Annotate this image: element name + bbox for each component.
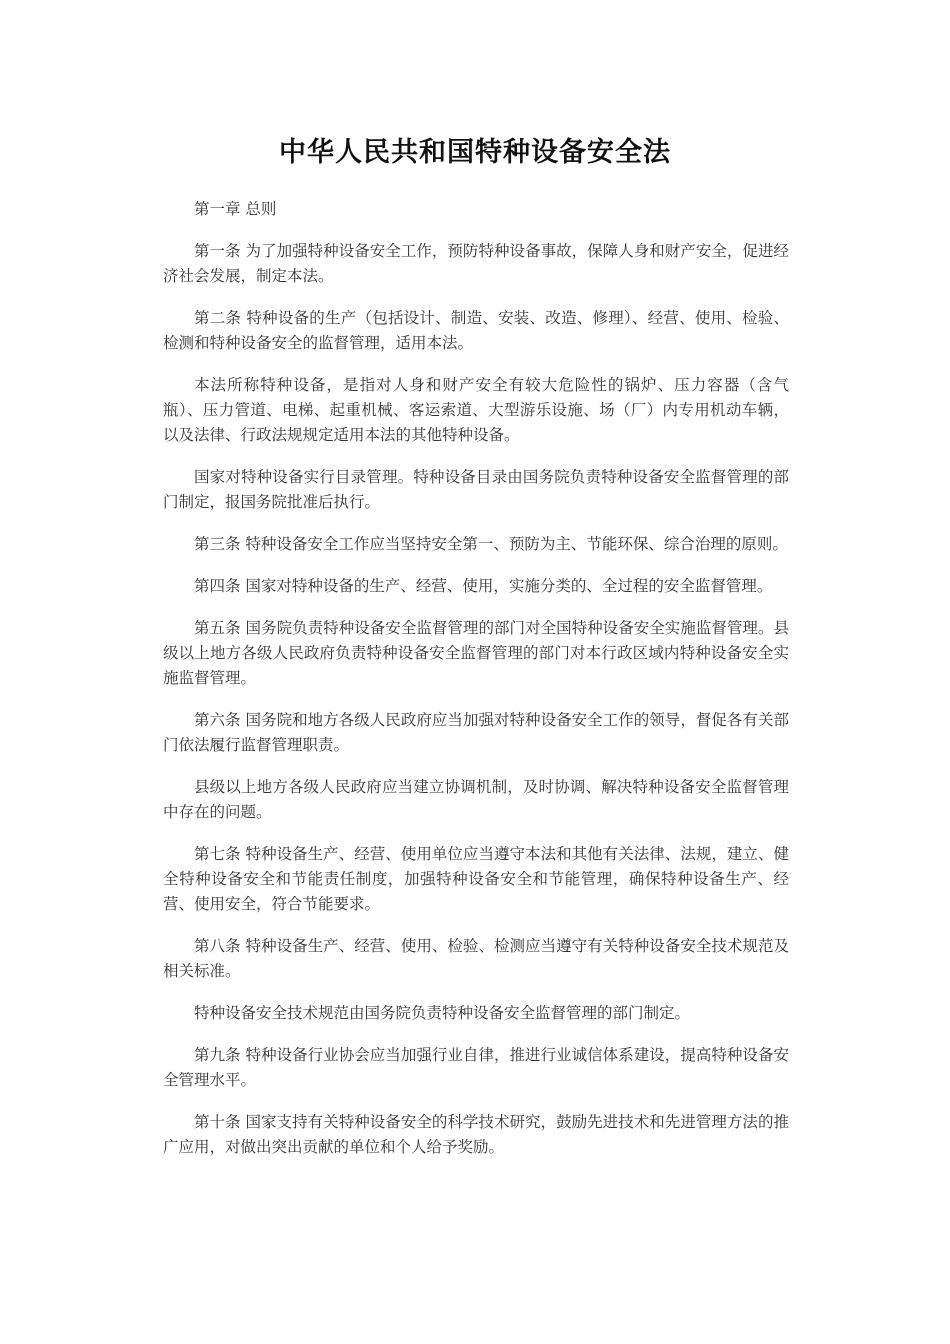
article-2: 第二条 特种设备的生产（包括设计、制造、安装、改造、修理）、经营、使用、检验、检测和特种设备安全的监督管理，适用本法。 — [163, 309, 789, 352]
article-10: 第十条 国家支持有关特种设备安全的科学技术研究，鼓励先进技术和先进管理方法的推广应用，对做出突出贡献的单位和个人给予奖励。 — [163, 1113, 789, 1156]
article-2-clause-3: 国家对特种设备实行目录管理。特种设备目录由国务院负责特种设备安全监督管理的部门制定，报国务院批准后执行。 — [163, 468, 789, 511]
article-9: 第九条 特种设备行业协会应当加强行业自律，推进行业诚信体系建设，提高特种设备安全管理水平。 — [163, 1046, 789, 1089]
document-title: 中华人民共和国特种设备安全法 — [279, 137, 671, 168]
article-6: 第六条 国务院和地方各级人民政府应当加强对特种设备安全工作的领导，督促各有关部门依法履行监督管理职责。 — [163, 711, 789, 754]
document-body — [163, 197, 789, 1177]
article-8-clause-2: 特种设备安全技术规范由国务院负责特种设备安全监督管理的部门制定。 — [194, 1004, 691, 1022]
article-3: 第三条 特种设备安全工作应当坚持安全第一、预防为主、节能环保、综合治理的原则。 — [194, 535, 788, 553]
article-5: 第五条 国务院负责特种设备安全监督管理的部门对全国特种设备安全实施监督管理。县级以上地方各级人民政府负责特种设备安全监督管理的部门对本行政区域内特种设备安全实施监督管理。 — [163, 619, 789, 687]
article-2-clause-2: 本法所称特种设备，是指对人身和财产安全有较大危险性的锅炉、压力容器（含气瓶）、压力管道、电梯、起重机械、客运索道、大型游乐设施、场（厂）内专用机动车辆，以及法律、行政法规规定适用本法的其他特种设备。 — [163, 376, 789, 444]
article-8: 第八条 特种设备生产、经营、使用、检验、检测应当遵守有关特种设备安全技术规范及相关标准。 — [163, 937, 789, 980]
article-6-clause-2: 县级以上地方各级人民政府应当建立协调机制，及时协调、解决特种设备安全监督管理中存在的问题。 — [163, 778, 789, 821]
article-7: 第七条 特种设备生产、经营、使用单位应当遵守本法和其他有关法律、法规，建立、健全特种设备安全和节能责任制度，加强特种设备安全和节能管理，确保特种设备生产、经营、使用安全，符合节能要求。 — [163, 845, 789, 913]
article-4: 第四条 国家对特种设备的生产、经营、使用，实施分类的、全过程的安全监督管理。 — [194, 577, 773, 595]
chapter-heading: 第一章 总则 — [194, 200, 277, 218]
article-1: 第一条 为了加强特种设备安全工作，预防特种设备事故，保障人身和财产安全，促进经济社会发展，制定本法。 — [163, 242, 789, 285]
